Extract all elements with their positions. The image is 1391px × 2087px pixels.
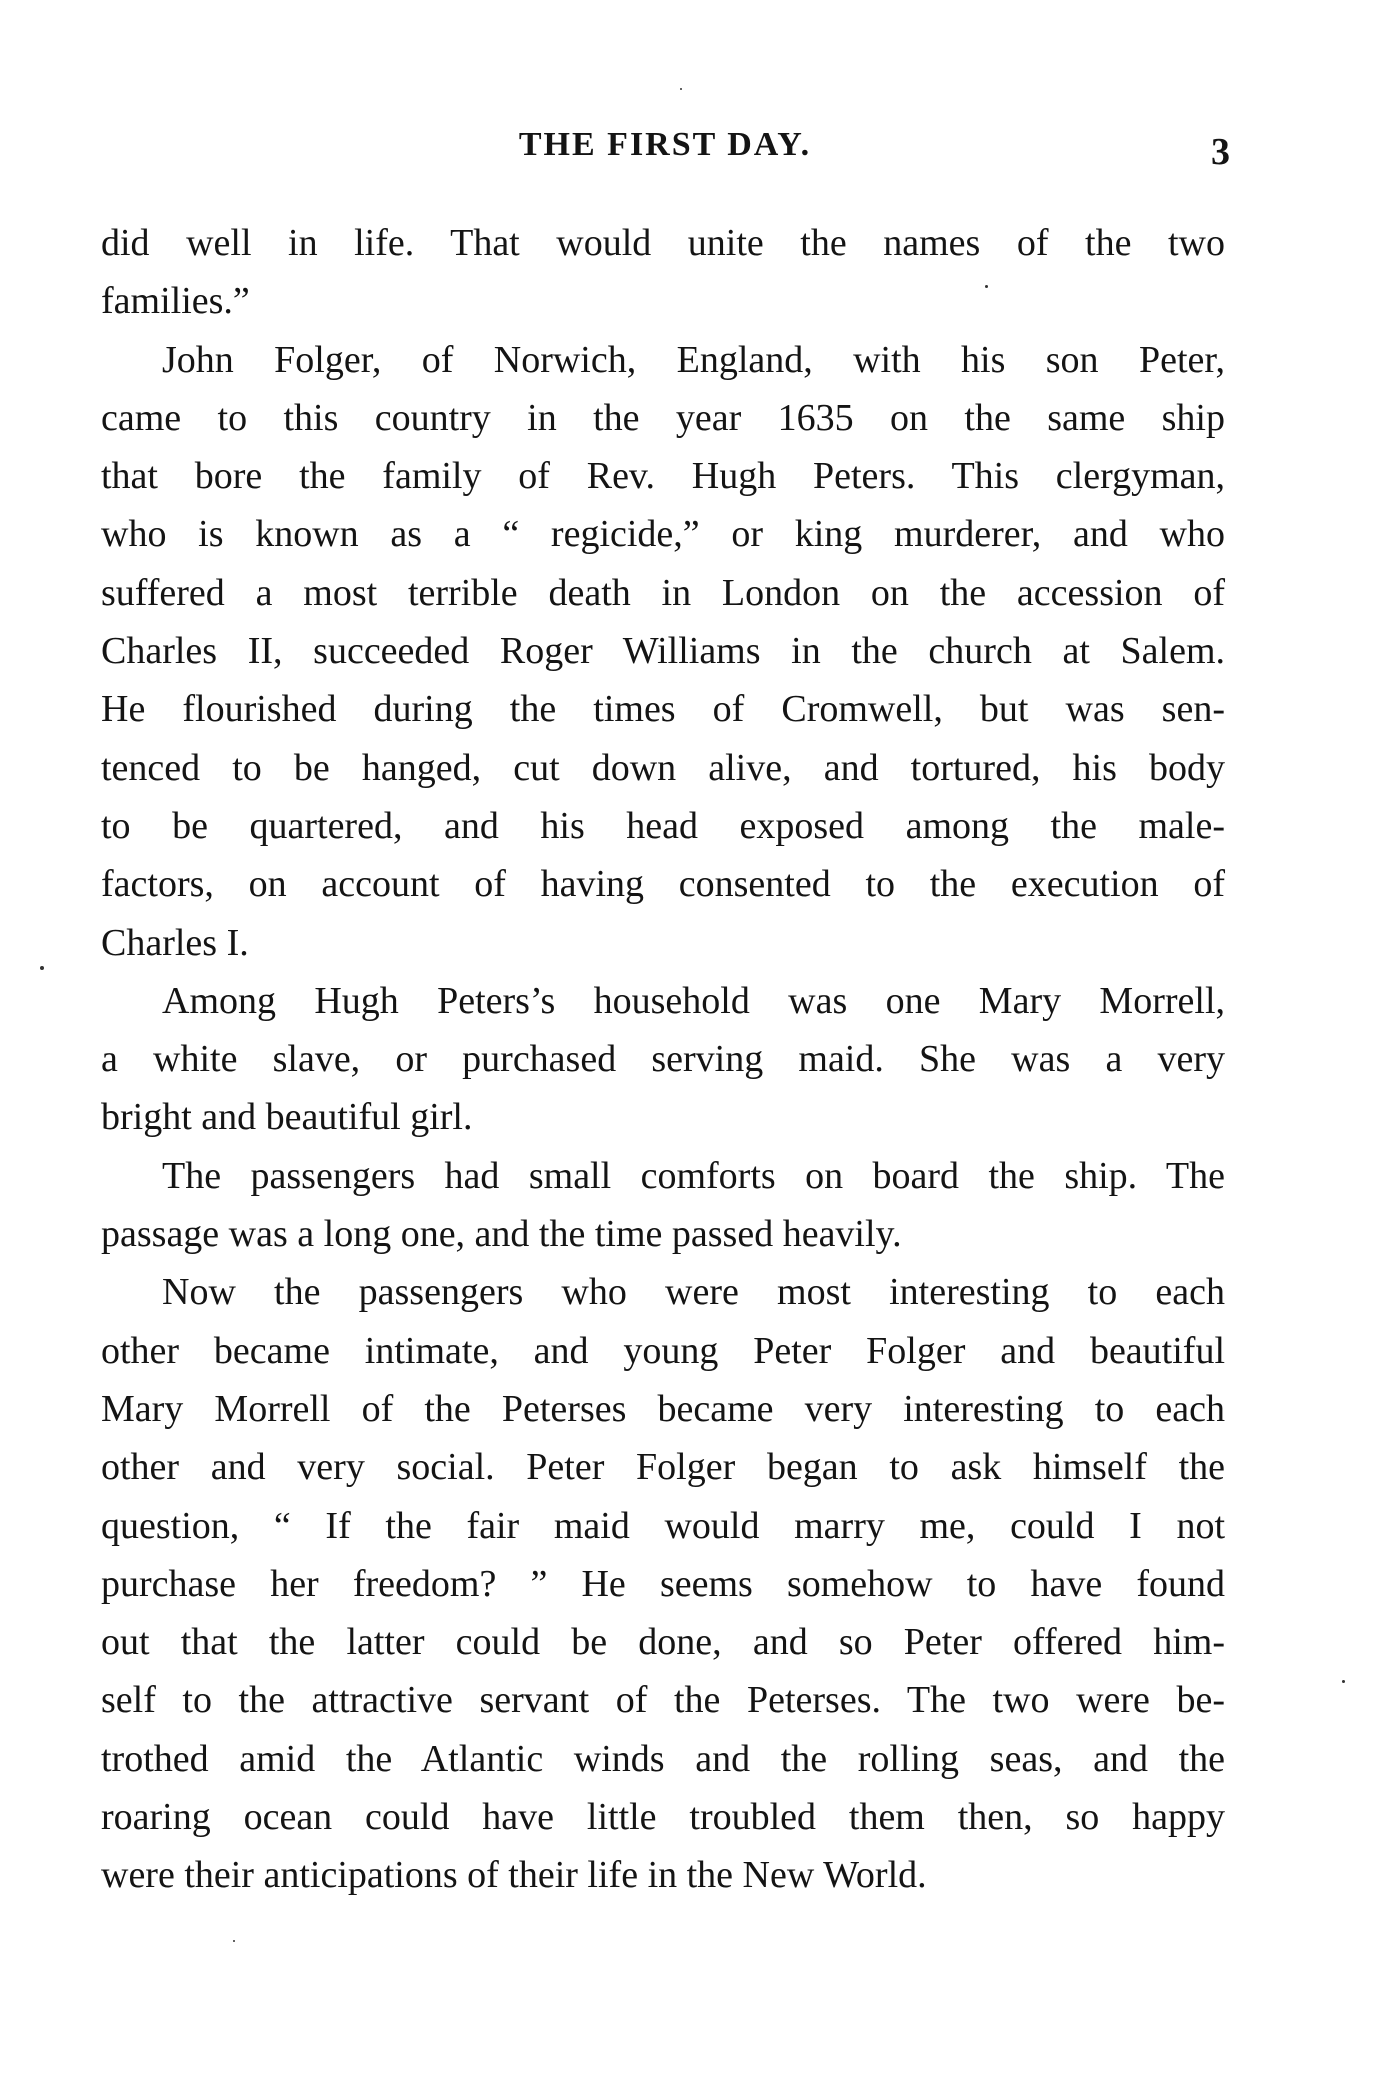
text-line: came to this country in the year 1635 on the same ship — [101, 396, 1225, 439]
paragraph-2 — [101, 331, 1225, 972]
text-line: Mary Morrell of the Peterses became very interesting to each — [101, 1387, 1225, 1430]
print-speck — [680, 88, 682, 90]
text-line: passage was a long one, and the time passed heavily. — [101, 1213, 902, 1256]
print-speck — [1342, 1680, 1345, 1683]
text-line: factors, on account of having consented to the execution of — [101, 863, 1225, 906]
text-line: out that the latter could be done, and so Peter offered him- — [101, 1621, 1225, 1664]
text-line: He flourished during the times of Cromwell, but was sen- — [101, 688, 1225, 731]
text-line: did well in life. That would unite the names of the two — [101, 222, 1225, 264]
page-number: 3 — [1211, 131, 1230, 173]
text-line: question, “ If the fair maid would marry me, could I not — [101, 1504, 1225, 1547]
text-line: Charles I. — [101, 921, 249, 964]
paragraph-3 — [101, 972, 1225, 1147]
text-line: other and very social. Peter Folger began to ask himself the — [101, 1446, 1225, 1489]
text-line: The passengers had small comforts on board the ship. The — [162, 1154, 1225, 1197]
print-speck — [40, 966, 44, 970]
print-speck — [233, 1940, 235, 1942]
text-line: Among Hugh Peters’s household was one Mary Morrell, — [162, 979, 1225, 1022]
text-line: Now the passengers who were most interesting to each — [162, 1271, 1225, 1314]
paragraph-1 — [101, 214, 1225, 331]
text-line: were their anticipations of their life in the New World. — [101, 1854, 927, 1897]
running-title: THE FIRST DAY. — [518, 126, 812, 163]
text-line: self to the attractive servant of the Peterses. The two were be- — [101, 1679, 1225, 1722]
text-line: other became intimate, and young Peter Folger and beautiful — [101, 1329, 1225, 1372]
text-line: families.” — [101, 280, 250, 323]
text-line: that bore the family of Rev. Hugh Peters. This clergyman, — [101, 455, 1225, 498]
text-line: to be quartered, and his head exposed among the male- — [101, 804, 1225, 847]
text-line: trothed amid the Atlantic winds and the rolling seas, and the — [101, 1737, 1225, 1780]
text-line: tenced to be hanged, cut down alive, and tortured, his body — [101, 746, 1225, 789]
text-line: bright and beautiful girl. — [101, 1096, 473, 1139]
page-header — [100, 126, 1230, 176]
text-line: roaring ocean could have little troubled them then, so happy — [101, 1796, 1225, 1839]
text-line: who is known as a “ regicide,” or king murderer, and who — [101, 513, 1225, 556]
body-text — [101, 214, 1225, 1905]
text-line: John Folger, of Norwich, England, with his son Peter, — [162, 338, 1225, 381]
text-line: a white slave, or purchased serving maid. She was a very — [101, 1038, 1225, 1081]
print-speck — [985, 285, 988, 288]
text-line: suffered a most terrible death in London on the accession of — [101, 571, 1225, 614]
text-line: Charles II, succeeded Roger Williams in the church at Salem. — [101, 630, 1225, 673]
paragraph-4 — [101, 1147, 1225, 1264]
paragraph-5 — [101, 1263, 1225, 1904]
text-line: purchase her freedom? ” He seems somehow to have found — [101, 1562, 1225, 1605]
